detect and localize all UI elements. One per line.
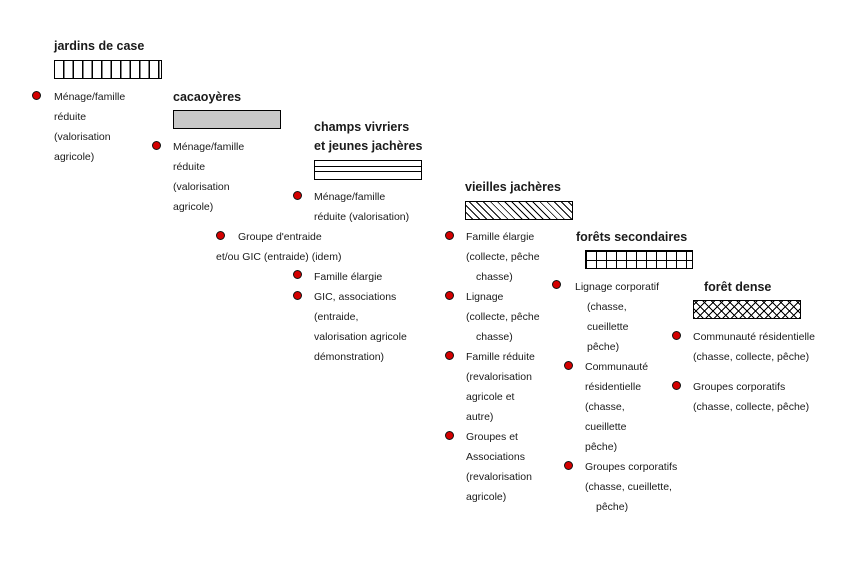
bullet-dot — [293, 270, 302, 279]
actor-text-champs-menage: Ménage/famille réduite (valorisation) — [314, 191, 410, 223]
bullet-dot — [152, 141, 161, 150]
zone-title-vieilles-jacheres: vieilles jachères — [465, 180, 561, 194]
bullet-dot — [552, 280, 561, 289]
bullet-dot — [293, 291, 302, 300]
actor-text-champs-groupe-line2: et/ou GIC (entraide) (idem) — [216, 251, 342, 263]
actor-text-champs-groupe-line1: Groupe d'entraide — [238, 231, 322, 243]
legend-bar-jardins-de-case — [54, 60, 162, 79]
zone-title-jardins-de-case: jardins de case — [54, 39, 145, 53]
zone-title-forets-secondaires: forêts secondaires — [576, 230, 688, 244]
legend-bar-champs-vivriers — [314, 160, 422, 180]
actor-text-vj-lignage: Lignage (collecte, pêche chasse) — [466, 291, 540, 343]
legend-bar-forets-secondaires — [585, 250, 693, 269]
actor-text-champs-gic: GIC, associations (entraide, valorisation agricole démonstration) — [314, 291, 407, 363]
bullet-dot — [445, 231, 454, 240]
legend-bar-foret-dense — [693, 300, 801, 319]
actor-text-cacao-menage: Ménage/famille réduite (valorisation agricole) — [173, 141, 245, 213]
bullet-dot — [445, 431, 454, 440]
actor-text-vj-groupes: Groupes et Associations (revalorisation agricole) — [466, 431, 532, 503]
zone-title-cacaoyeres: cacaoyères — [173, 90, 242, 104]
bullet-dot — [445, 291, 454, 300]
actor-text-fd-communaute: Communauté résidentielle (chasse, collecte, pêche) — [693, 331, 815, 363]
legend-bar-vieilles-jacheres — [465, 201, 573, 220]
actor-text-fd-groupes: Groupes corporatifs (chasse, collecte, pêche) — [693, 381, 810, 413]
actor-text-fs-communaute: Communauté résidentielle (chasse, cueillette pêche) — [585, 361, 649, 453]
bullet-dot — [216, 231, 225, 240]
actor-text-fs-lignage-line1: Lignage corporatif — [575, 281, 660, 293]
actor-text-fs-groupes: Groupes corporatifs (chasse, cueillette, pêche) — [585, 461, 678, 513]
bullet-dot — [564, 361, 573, 370]
actor-text-jardins-menage: Ménage/famille réduite (valorisation agricole) — [54, 91, 126, 163]
zone-title-foret-dense: forêt dense — [704, 280, 772, 294]
actor-text-vj-famille-elargie: Famille élargie (collecte, pêche chasse) — [466, 231, 540, 283]
bullet-dot — [672, 381, 681, 390]
legend-bar-cacaoyeres — [173, 110, 281, 129]
actor-text-fs-lignage-rest: (chasse, cueillette pêche) — [587, 301, 629, 353]
bullet-dot — [32, 91, 41, 100]
actor-text-champs-famille: Famille élargie — [314, 271, 383, 283]
bullet-dot — [564, 461, 573, 470]
actor-text-vj-famille-reduite: Famille réduite (revalorisation agricole et autre) — [466, 351, 535, 423]
zone-title-champs-line1: champs vivriers — [314, 120, 410, 134]
bullet-dot — [672, 331, 681, 340]
bullet-dot — [445, 351, 454, 360]
zone-title-champs-line2: et jeunes jachères — [314, 139, 423, 153]
bullet-dot — [293, 191, 302, 200]
